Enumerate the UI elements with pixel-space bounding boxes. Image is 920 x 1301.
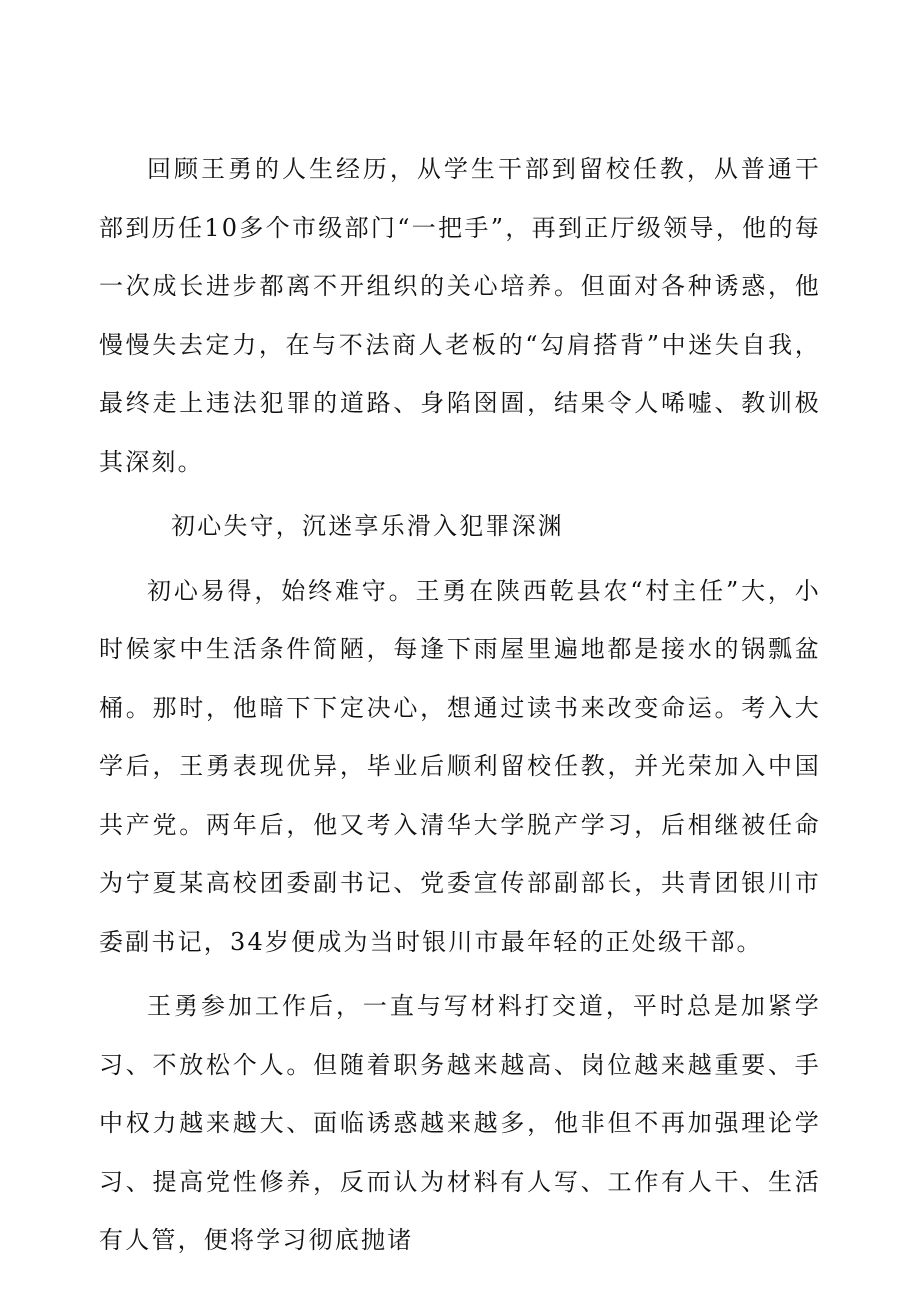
paragraph-early-life: 初心易得，始终难守。王勇在陕西乾县农“村主任”大，小时候家中生活条件简陋，每逢下雨屋里遍地都是接水的锅瓢盆桶。那时，他暗下下定决心，想通过读书来改变命运。考入大学后，王勇表现优异，毕业后顺利留校任教，并光荣加入中国共产党。两年后，他又考入清华大学脱产学习，后相继被任命为宁夏某高校团委副书记、党委宣传部副部长，共青团银川市委副书记，34岁便成为当时银川市最年轻的正处级干部。: [99, 576, 821, 956]
document-body: [99, 140, 821, 1270]
paragraph-wang-yong-career-review: 回顾王勇的人生经历，从学生干部到留校任教，从普通干部到历任10多个市级部门“一把手”，再到正厅级领导，他的每一次成长进步都离不开组织的关心培养。但面对各种诱惑，他慢慢失去定力，在与不法商人老板的“勾肩搭背”中迷失自我，最终走上违法犯罪的道路、身陷囹圄，结果令人唏嘘、教训极其深刻。: [99, 155, 821, 476]
paragraph-work-and-study: 王勇参加工作后，一直与写材料打交道，平时总是加紧学习、不放松个人。但随着职务越来越高、岗位越来越重要、手中权力越来越大、面临诱惑越来越多，他非但不再加强理论学习、提高党性修养，反而认为材料有人写、工作有人干、生活有人管，便将学习彻底抛诸: [99, 992, 821, 1254]
section-heading: 初心失守，沉迷享乐滑入犯罪深渊: [171, 512, 564, 540]
